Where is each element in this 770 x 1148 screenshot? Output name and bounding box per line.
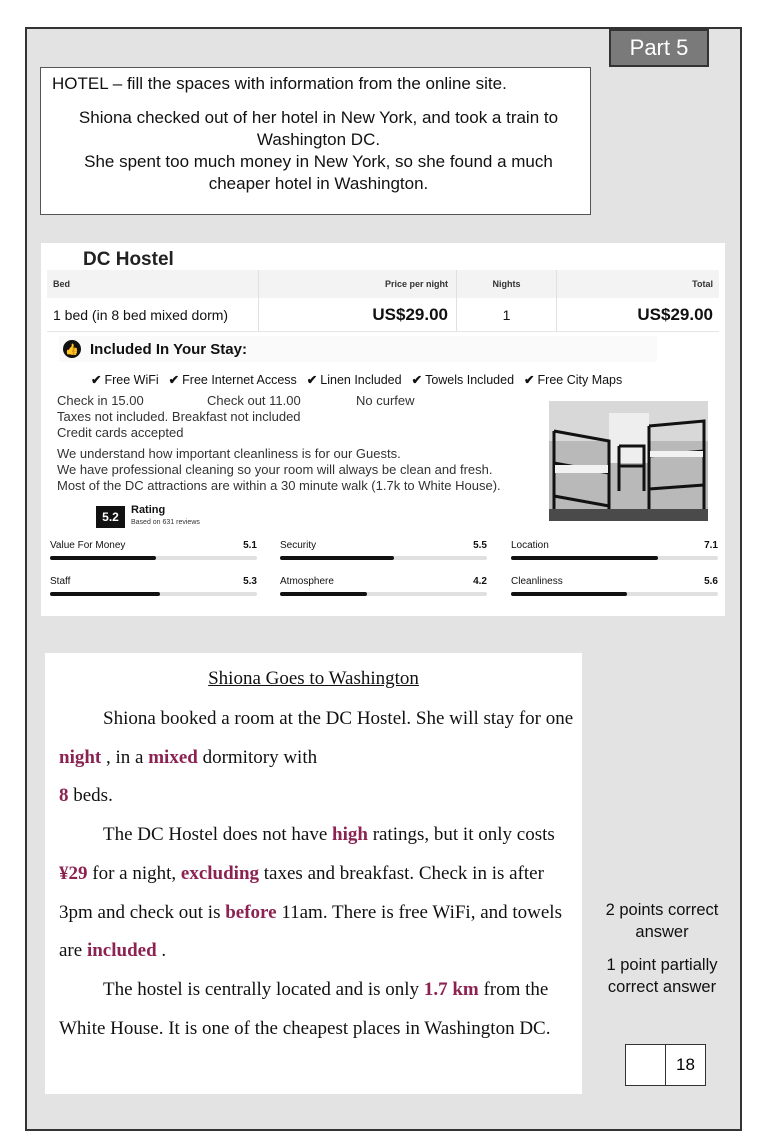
score-staff: Staff 5.3 [50, 576, 257, 600]
checkin-row [57, 393, 547, 409]
description-line-2: We have professional cleaning so your room will always be clean and fresh. [57, 462, 493, 477]
amenity-item: ✔ Free City Maps [524, 373, 623, 387]
hostel-name: DC Hostel [83, 249, 174, 270]
amenity-item: ✔ Free Internet Access [168, 373, 297, 387]
answer-7: before [225, 901, 277, 923]
answer-1: night [59, 746, 102, 768]
booking-bed: 1 bed (in 8 bed mixed dorm) [47, 298, 259, 331]
score-bar-fill [280, 556, 394, 560]
hostel-listing [41, 243, 725, 616]
thumbs-up-icon: 👍 [63, 340, 81, 358]
score-value-for-money: Value For Money 5.1 [50, 540, 257, 564]
booking-nights: 1 [457, 298, 557, 331]
score-bar-fill [50, 556, 156, 560]
score-bar-fill [511, 556, 658, 560]
booking-price: US$29.00 [259, 298, 457, 331]
score-cleanliness: Cleanliness 5.6 [511, 576, 718, 600]
points-partial: 1 point partially correct answer [606, 956, 718, 996]
score-atmosphere: Atmosphere 4.2 [280, 576, 487, 600]
check-icon: ✔ [168, 373, 180, 387]
answer-5: ¥29 [59, 862, 88, 884]
amenity-item: ✔ Towels Included [411, 373, 515, 387]
included-title: Included In Your Stay: [90, 340, 247, 358]
answer-2: mixed [148, 746, 198, 768]
score-bar-fill [280, 592, 367, 596]
header-bed: Bed [47, 270, 259, 298]
included-header [59, 336, 657, 362]
rating-reviews: Based on 631 reviews [131, 519, 200, 526]
score-input-blank[interactable] [626, 1045, 666, 1085]
amenities-list [91, 372, 622, 387]
score-box [625, 1044, 706, 1086]
amenity-item: ✔ Linen Included [306, 373, 402, 387]
rating-score: 5.2 [96, 506, 125, 528]
header-total: Total [692, 279, 713, 289]
booking-row [47, 298, 719, 332]
answer-8: included [86, 940, 157, 962]
cards-info: Credit cards accepted [57, 425, 184, 440]
check-out-time: Check out 11.00 [207, 393, 301, 408]
header-price: Price per night [259, 270, 457, 298]
instructions-body [61, 107, 576, 195]
hostel-info [57, 393, 547, 494]
instructions-box [40, 67, 591, 215]
score-location: Location 7.1 [511, 540, 718, 564]
check-icon: ✔ [411, 373, 423, 387]
score-bar-fill [511, 592, 627, 596]
score-bar-fill [50, 592, 160, 596]
instructions-line-2: She spent too much money in New York, so she found a much cheaper hotel in Washington. [84, 152, 553, 193]
rating-label: Rating [131, 504, 166, 516]
score-security: Security 5.5 [280, 540, 487, 564]
part-label: Part 5 [609, 29, 709, 67]
booking-table [47, 270, 719, 332]
amenity-item: ✔ Free WiFi [91, 373, 159, 387]
check-in-time: Check in 15.00 [57, 393, 144, 408]
check-icon: ✔ [306, 373, 318, 387]
story-title: Shiona Goes to Washington [208, 668, 419, 689]
check-icon: ✔ [524, 373, 535, 387]
dorm-room-photo [549, 401, 708, 521]
answer-3: 8 [59, 785, 69, 807]
answer-6: excluding [180, 862, 260, 884]
instructions-heading: HOTEL – fill the spaces with information from the online site. [52, 74, 507, 93]
story-text: Shiona booked a room at the DC Hostel. She will stay for one night , in a mixed dormitory with 8 beds. The DC Hostel does not have high ratings, but it only costs ¥29 for a night, excluding taxes and breakfast. Check in is after 3pm and check out is before 11am. There is free WiFi, and towels are included . The hostel is centrally located and is only 1.7 km from the White House. It is one of the cheapest places in Washington DC. [59, 708, 574, 1039]
curfew-info: No curfew [356, 393, 415, 408]
answer-9: 1.7 km [423, 978, 479, 1000]
answer-4: high [332, 824, 368, 846]
story-box [45, 653, 582, 1094]
description-line-1: We understand how important cleanliness is for our Guests. [57, 446, 401, 461]
description-line-3: Most of the DC attractions are within a 30 minute walk (1.7k to White House). [57, 478, 501, 493]
taxes-info: Taxes not included. Breakfast not included [57, 409, 301, 424]
booking-table-header [47, 270, 719, 298]
points-full: 2 points correct answer [605, 901, 719, 941]
bunk-beds-illustration [549, 401, 708, 521]
check-icon: ✔ [91, 373, 102, 387]
header-nights: Nights [457, 270, 557, 298]
question-number: 18 [676, 1055, 695, 1074]
instructions-line-1: Shiona checked out of her hotel in New York, and took a train to Washington DC. [78, 108, 559, 149]
booking-total: US$29.00 [637, 304, 713, 324]
